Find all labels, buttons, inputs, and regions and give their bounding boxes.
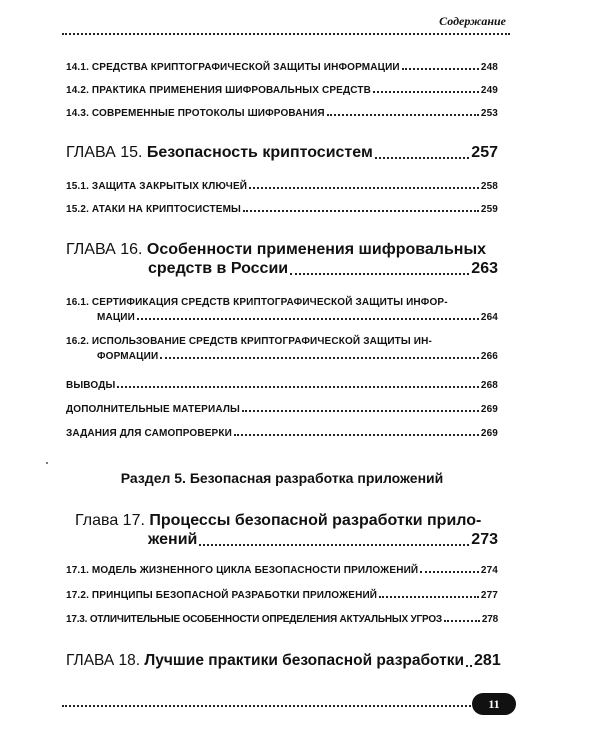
dot-leader	[327, 114, 479, 116]
toc-entry-label: 17.2. ПРИНЦИПЫ БЕЗОПАСНОЙ РАЗРАБОТКИ ПРИЛОЖЕНИЙ	[66, 590, 378, 601]
toc-entry-page: 281	[474, 652, 501, 669]
chapter-title: Лучшие практики безопасной разработки	[144, 652, 465, 669]
dot-leader	[160, 357, 479, 359]
toc-entry-page: 263	[471, 260, 498, 277]
dot-leader	[375, 157, 470, 159]
dot-leader	[234, 434, 479, 436]
toc-chapter-17[interactable]	[148, 531, 498, 549]
chapter-title: Процессы безопасной разработки прило-	[149, 512, 482, 529]
toc-entry-label: 15.2. АТАКИ НА КРИПТОСИСТЕМЫ	[66, 204, 242, 215]
toc-entry-label: 17.1. МОДЕЛЬ ЖИЗНЕННОГО ЦИКЛА БЕЗОПАСНОСТИ ПРИЛОЖЕНИЙ	[66, 565, 419, 576]
chapter-prefix: ГЛАВА 15.	[66, 144, 143, 161]
toc-entry-14-3[interactable]	[66, 108, 498, 119]
toc-entry-label: МАЦИИ	[97, 312, 135, 323]
toc-entry-page: 274	[480, 565, 498, 576]
chapter-title: Особенности применения шифровальных	[146, 241, 487, 258]
dot-leader	[249, 187, 479, 189]
toc-entry-label: ФОРМАЦИИ	[97, 351, 159, 362]
toc-entry-page: 273	[471, 531, 498, 548]
toc-entry-page: 277	[480, 590, 498, 601]
dot-leader	[243, 210, 479, 212]
toc-entry-label: 14.1. СРЕДСТВА КРИПТОГРАФИЧЕСКОЙ ЗАЩИТЫ ИНФОРМАЦИИ	[66, 62, 400, 73]
footer-divider	[62, 705, 482, 707]
toc-entry-label: ВЫВОДЫ	[66, 380, 116, 391]
dot-leader	[466, 665, 472, 667]
toc-part-5[interactable]: Раздел 5. Безопасная разработка приложений	[120, 470, 444, 486]
toc-entry-page: 259	[480, 204, 498, 215]
toc-chapter-18[interactable]	[66, 652, 501, 670]
toc-entry-14-2[interactable]	[66, 85, 498, 96]
toc-chapter-17-line1[interactable]	[75, 512, 481, 530]
chapter-title-continued: жений	[148, 531, 198, 548]
chapter-prefix: ГЛАВА 18.	[66, 652, 141, 669]
header-divider	[62, 33, 510, 35]
toc-entry-label: 17.3. ОТЛИЧИТЕЛЬНЫЕ ОСОБЕННОСТИ ОПРЕДЕЛЕНИЯ АКТУАЛЬНЫХ УГРОЗ	[66, 614, 442, 625]
dot-leader	[290, 273, 469, 275]
toc-entry-17-3[interactable]	[66, 614, 498, 625]
toc-entry-16-1-line1[interactable]: 16.1. СЕРТИФИКАЦИЯ СРЕДСТВ КРИПТОГРАФИЧЕСКОЙ ЗАЩИТЫ ИНФОР-	[66, 297, 448, 308]
toc-entry-label: ДОПОЛНИТЕЛЬНЫЕ МАТЕРИАЛЫ	[66, 404, 240, 415]
toc-entry-page: 257	[471, 144, 498, 161]
toc-entry-label: 14.2. ПРАКТИКА ПРИМЕНЕНИЯ ШИФРОВАЛЬНЫХ СРЕДСТВ	[66, 85, 371, 96]
toc-entry-page: 278	[481, 614, 498, 625]
toc-entry-conclusions[interactable]	[66, 380, 498, 391]
toc-entry-page: 264	[480, 312, 498, 323]
chapter-title: Безопасность криптосистем	[146, 144, 373, 161]
chapter-heading	[66, 652, 464, 670]
dot-leader	[379, 596, 479, 598]
chapter-title-continued: средств в России	[148, 260, 289, 277]
margin-speck	[46, 462, 48, 464]
toc-entry-15-2[interactable]	[66, 204, 498, 215]
dot-leader	[199, 544, 469, 546]
chapter-heading	[66, 144, 373, 162]
toc-entry-17-1[interactable]	[66, 565, 498, 576]
running-header: Содержание	[439, 14, 506, 28]
toc-entry-17-2[interactable]	[66, 590, 498, 601]
dot-leader	[444, 620, 480, 622]
dot-leader	[373, 91, 479, 93]
toc-entry-16-1[interactable]	[97, 312, 498, 323]
toc-entry-page: 248	[480, 62, 498, 73]
toc-chapter-15[interactable]	[66, 144, 498, 162]
toc-chapter-16[interactable]	[148, 260, 498, 278]
toc-entry-16-2-line1[interactable]: 16.2. ИСПОЛЬЗОВАНИЕ СРЕДСТВ КРИПТОГРАФИЧЕСКОЙ ЗАЩИТЫ ИН-	[66, 336, 432, 347]
chapter-prefix: ГЛАВА 16.	[66, 241, 143, 258]
toc-entry-additional-materials[interactable]	[66, 404, 498, 415]
dot-leader	[117, 386, 478, 388]
dot-leader	[402, 68, 479, 70]
dot-leader	[137, 318, 479, 320]
dot-leader	[242, 410, 479, 412]
toc-entry-16-2[interactable]	[97, 351, 498, 362]
toc-entry-page: 249	[480, 85, 498, 96]
toc-entry-14-1[interactable]	[66, 62, 498, 73]
toc-entry-label: 15.1. ЗАЩИТА ЗАКРЫТЫХ КЛЮЧЕЙ	[66, 181, 248, 192]
toc-entry-page: 258	[480, 181, 498, 192]
toc-entry-page: 269	[480, 428, 498, 439]
page-number-badge: 11	[472, 693, 516, 715]
toc-entry-page: 269	[480, 404, 498, 415]
toc-entry-page: 253	[480, 108, 498, 119]
toc-entry-self-check[interactable]	[66, 428, 498, 439]
toc-entry-15-1[interactable]	[66, 181, 498, 192]
toc-entry-label: ЗАДАНИЯ ДЛЯ САМОПРОВЕРКИ	[66, 428, 232, 439]
dot-leader	[420, 571, 479, 573]
toc-entry-page: 266	[480, 351, 498, 362]
toc-chapter-16-line1[interactable]	[66, 241, 486, 259]
chapter-prefix: Глава 17.	[75, 512, 145, 529]
toc-entry-page: 268	[480, 380, 498, 391]
toc-entry-label: 14.3. СОВРЕМЕННЫЕ ПРОТОКОЛЫ ШИФРОВАНИЯ	[66, 108, 325, 119]
